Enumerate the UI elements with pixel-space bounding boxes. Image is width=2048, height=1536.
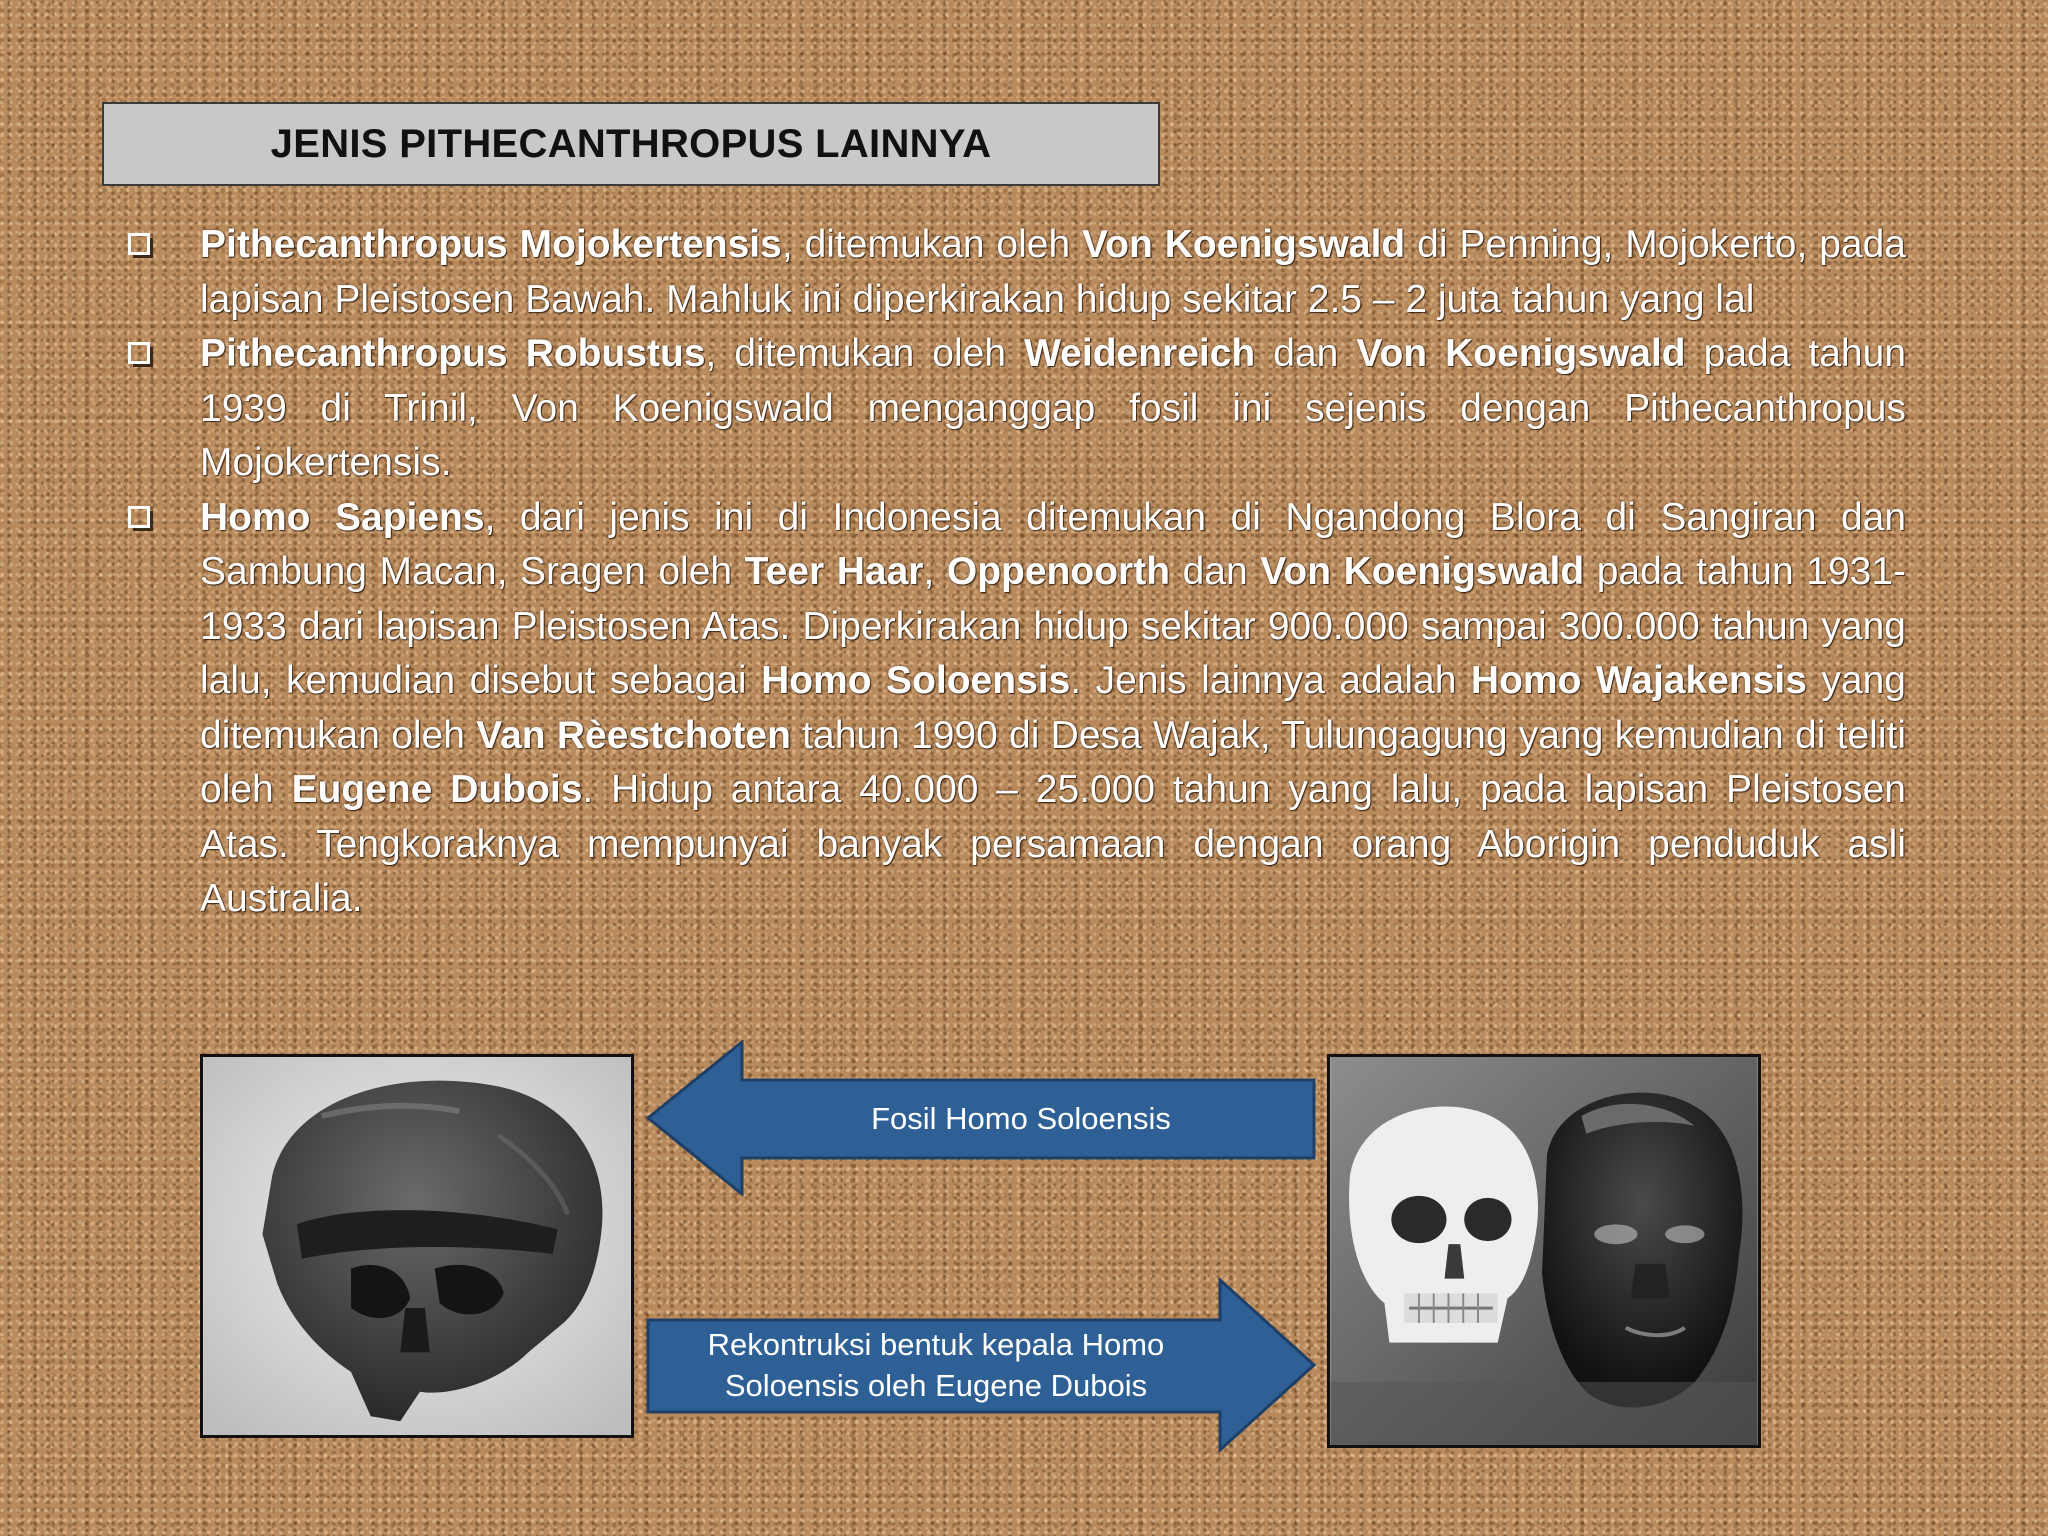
bullet-text bbox=[200, 332, 1906, 484]
bullet-text bbox=[200, 496, 1906, 921]
arrow-right-label-line2: Soloensis oleh Eugene Dubois bbox=[724, 1368, 1148, 1403]
text-segment: , dari jenis ini di Indonesia ditemukan di Ngandong Blora di Sangiran dan Sambung Macan, Sragen oleh bbox=[200, 495, 1907, 593]
text-segment: , ditemukan oleh bbox=[705, 332, 1025, 375]
bold-term: Von Koenigswald bbox=[1260, 550, 1585, 593]
hollow-square-bullet-icon bbox=[128, 233, 150, 255]
bullet-item bbox=[122, 327, 1906, 491]
title-box bbox=[102, 102, 1160, 186]
bold-term: Weidenreich bbox=[1024, 332, 1256, 375]
arrow-left-label: Fosil Homo Soloensis bbox=[871, 1101, 1171, 1136]
fossil-skull-photo bbox=[200, 1054, 634, 1438]
text-segment: . Jenis lainnya adalah bbox=[1070, 659, 1471, 702]
right-arrow-callout bbox=[646, 1278, 1316, 1452]
arrow-right-label-line1: Rekontruksi bentuk kepala Homo bbox=[707, 1327, 1165, 1362]
text-segment: pada tahun 1931-1933 dari lapisan Pleistosen Atas. Diperkirakan hidup sekitar 900.000 sampai 300.000 tahun yang lalu, kemudian disebut sebagai bbox=[200, 550, 1907, 702]
bold-term: Von Koenigswald bbox=[1082, 223, 1406, 266]
text-segment: tahun 1990 di Desa Wajak, Tulungagung yang kemudian di teliti oleh bbox=[200, 713, 1906, 811]
text-segment: dan bbox=[1255, 332, 1357, 375]
text-segment: yang ditemukan oleh bbox=[200, 659, 1906, 757]
bold-term: Oppenoorth bbox=[946, 550, 1171, 593]
bold-term: Pithecanthropus Mojokertensis bbox=[200, 223, 782, 266]
bold-term: Teer Haar bbox=[744, 550, 924, 593]
left-arrow-callout bbox=[646, 1040, 1316, 1196]
bold-term: Pithecanthropus Robustus bbox=[200, 332, 706, 375]
hollow-square-bullet-icon bbox=[128, 506, 150, 528]
text-segment: , ditemukan oleh bbox=[781, 223, 1083, 266]
bullet-item bbox=[122, 491, 1906, 927]
bold-term: Van Rèestchoten bbox=[476, 713, 791, 757]
page-title: JENIS PITHECANTHROPUS LAINNYA bbox=[270, 121, 992, 166]
skull-reconstruction-photo bbox=[1327, 1054, 1761, 1448]
hollow-square-bullet-icon bbox=[128, 342, 150, 364]
bullet-item bbox=[122, 218, 1906, 327]
text-segment: , bbox=[923, 550, 947, 593]
bold-term: Von Koenigswald bbox=[1356, 332, 1686, 375]
bullet-list bbox=[122, 218, 1906, 927]
text-segment: pada tahun 1939 di Trinil, Von Koenigswald menganggap fosil ini sejenis dengan Pithecanthropus Mojokertensis. bbox=[200, 332, 1907, 484]
text-segment: . Hidup antara 40.000 – 25.000 tahun yang lalu, pada lapisan Pleistosen Atas. Tengkoraknya mempunyai banyak persamaan dengan orang Aborigin penduduk asli Australia. bbox=[200, 768, 1906, 920]
text-segment: di Penning, Mojokerto, pada lapisan Pleistosen Bawah. Mahluk ini diperkirakan hidup sekitar 2.5 – 2 juta tahun yang lal bbox=[200, 223, 1906, 321]
skull-reconstruction-image bbox=[1330, 1057, 1758, 1445]
arrow-right-label bbox=[656, 1324, 1216, 1406]
bold-term: Eugene Dubois bbox=[291, 768, 583, 811]
bold-term: Homo Wajakensis bbox=[1470, 659, 1807, 702]
bold-term: Homo Sapiens bbox=[200, 495, 485, 539]
text-segment: dan bbox=[1170, 550, 1261, 593]
bullet-text bbox=[200, 223, 1906, 321]
bold-term: Homo Soloensis bbox=[761, 659, 1071, 702]
fossil-skull-image bbox=[203, 1057, 631, 1435]
